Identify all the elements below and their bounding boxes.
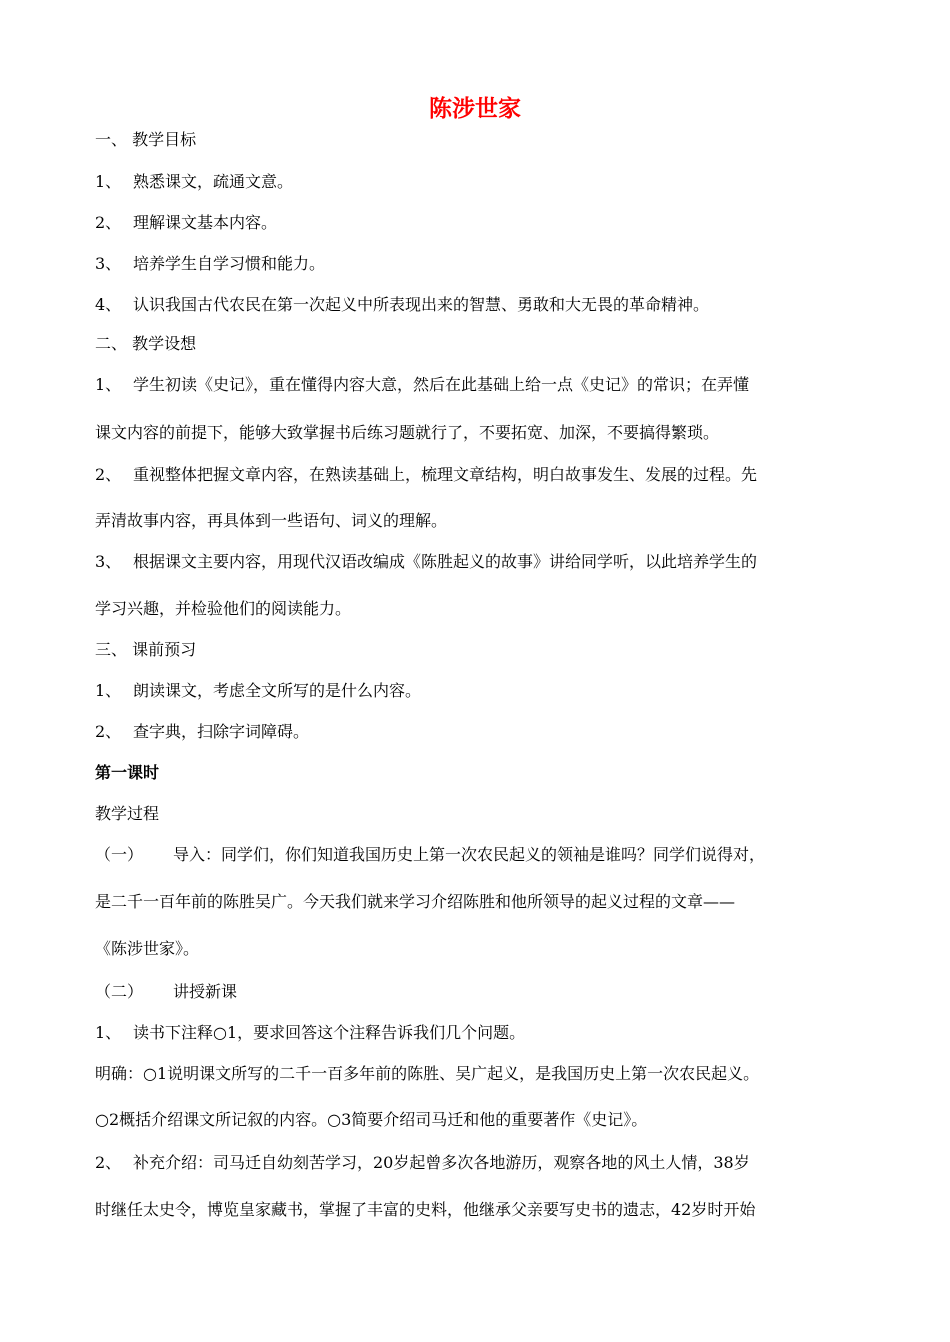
item-text: 培养学生自学习惯和能力。 — [133, 254, 326, 273]
step-label: （一） — [95, 845, 144, 864]
document-title: 陈涉世家 — [429, 95, 521, 122]
item-number: 2、 — [95, 1153, 122, 1172]
item-number: 4、 — [95, 295, 122, 314]
section-heading-objectives: 一、 教学目标 — [95, 130, 197, 149]
paragraph-continuation: 学习兴趣，并检验他们的阅读能力。 — [95, 599, 352, 618]
list-item — [95, 463, 875, 487]
item-number: 2、 — [95, 722, 122, 741]
new-lesson-text: 讲授新课 — [173, 982, 238, 1001]
list-item — [95, 293, 875, 317]
paragraph-continuation: ○2概括介绍课文所记叙的内容。○3简要介绍司马迁和他的重要著作《史记》。 — [95, 1110, 648, 1129]
item-number: 1、 — [95, 681, 122, 700]
list-item — [95, 1151, 875, 1175]
paragraph-continuation: 课文内容的前提下，能够大致掌握书后练习题就行了，不要拓宽、加深，不要搞得繁琐。 — [95, 423, 720, 442]
paragraph-continuation: 《陈涉世家》。 — [95, 939, 200, 958]
item-text: 重视整体把握文章内容，在熟读基础上，梳理文章结构，明白故事发生、发展的过程。先 — [133, 465, 758, 484]
item-number: 1、 — [95, 375, 122, 394]
paragraph-continuation: 弄清故事内容，再具体到一些语句、词义的理解。 — [95, 511, 448, 530]
list-item — [95, 170, 875, 194]
item-number: 2、 — [95, 213, 122, 232]
list-item — [95, 679, 875, 703]
step-label: （二） — [95, 982, 144, 1001]
paragraph-continuation: 时继任太史令，博览皇家藏书，掌握了丰富的史料，他继承父亲要写史书的遗志，42岁时开始 — [95, 1200, 756, 1219]
list-item — [95, 720, 875, 744]
list-item — [95, 373, 875, 397]
item-number: 3、 — [95, 552, 122, 571]
list-item — [95, 550, 875, 574]
item-text: 查字典，扫除字词障碍。 — [133, 722, 310, 741]
item-text: 学生初读《史记》，重在懂得内容大意，然后在此基础上给一点《史记》的常识；在弄懂 — [133, 375, 750, 394]
item-text: 读书下注释○1，要求回答这个注释告诉我们几个问题。 — [133, 1023, 526, 1042]
item-number: 3、 — [95, 254, 122, 273]
list-item — [95, 1021, 875, 1045]
section-heading-design: 二、 教学设想 — [95, 334, 197, 353]
new-lesson-paragraph — [95, 980, 875, 1004]
list-item — [95, 211, 875, 235]
intro-text: 导入：同学们，你们知道我国历史上第一次农民起义的领袖是谁吗？同学们说得对， — [173, 845, 766, 864]
item-number: 1、 — [95, 172, 122, 191]
item-text: 认识我国古代农民在第一次起义中所表现出来的智慧、勇敢和大无畏的革命精神。 — [133, 295, 710, 314]
process-heading: 教学过程 — [95, 804, 160, 823]
intro-paragraph — [95, 843, 875, 867]
lesson-heading: 第一课时 — [95, 763, 160, 782]
item-text: 根据课文主要内容，用现代汉语改编成《陈胜起义的故事》讲给同学听，以此培养学生的 — [133, 552, 758, 571]
clarify-paragraph: 明确：○1说明课文所写的二千一百多年前的陈胜、吴广起义，是我国历史上第一次农民起义。 — [95, 1064, 760, 1083]
item-text: 理解课文基本内容。 — [133, 213, 278, 232]
list-item — [95, 252, 875, 276]
item-number: 2、 — [95, 465, 122, 484]
item-text: 朗读课文，考虑全文所写的是什么内容。 — [133, 681, 422, 700]
item-text: 熟悉课文，疏通文意。 — [133, 172, 294, 191]
item-number: 1、 — [95, 1023, 122, 1042]
section-heading-preview: 三、 课前预习 — [95, 640, 197, 659]
paragraph-continuation: 是二千一百年前的陈胜吴广。今天我们就来学习介绍陈胜和他所领导的起义过程的文章—— — [95, 892, 736, 911]
item-text: 补充介绍：司马迁自幼刻苦学习，20岁起曾多次各地游历，观察各地的风土人情，38岁 — [133, 1153, 750, 1172]
